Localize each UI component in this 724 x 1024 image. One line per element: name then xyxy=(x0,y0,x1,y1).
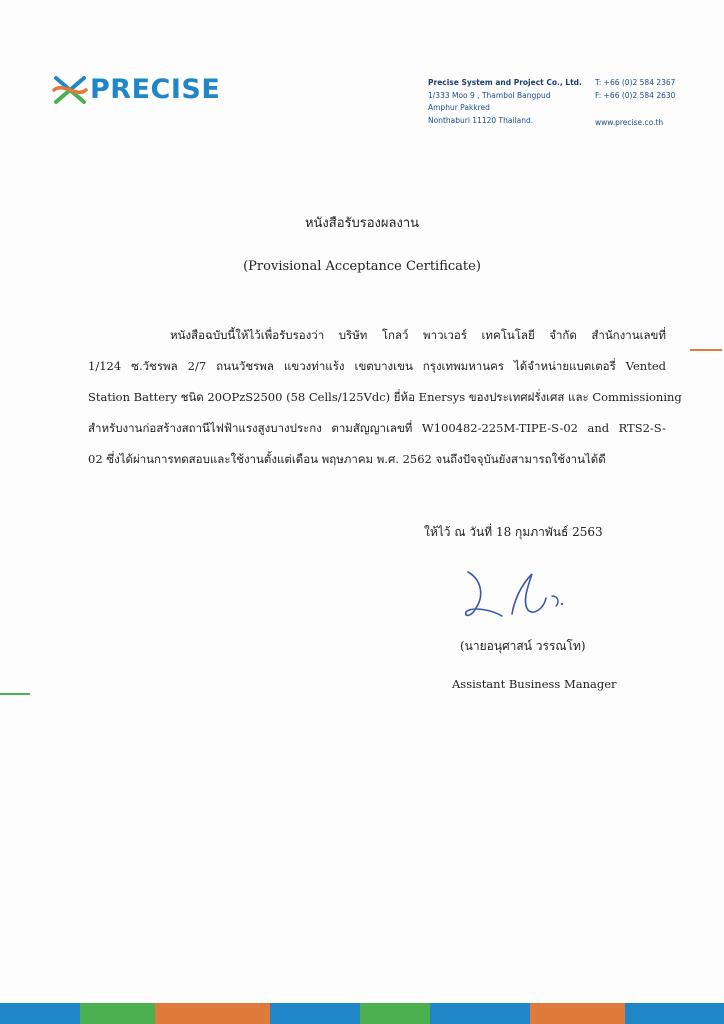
footer-segment xyxy=(360,1003,430,1024)
footer-segment xyxy=(0,1003,80,1024)
body-line: หนังสือฉบับนี้ให้ไว้เพื่อรับรองว่า บริษัท โกลว์ พาวเวอร์ เทคโนโลยี จำกัด สำนักงานเลขที่ xyxy=(170,328,666,342)
margin-mark-green xyxy=(0,693,30,695)
footer-segment xyxy=(270,1003,360,1024)
signer-name: (นายอนุศาสน์ วรรณโท) xyxy=(460,639,586,653)
footer-color-stripe xyxy=(0,1003,724,1024)
website-link[interactable]: www.precise.co.th xyxy=(595,118,664,127)
logo-wordmark: PRECISE xyxy=(90,74,221,105)
document-title-thai: หนังสือรับรองผลงาน xyxy=(304,216,420,231)
document-title-english: (Provisional Acceptance Certificate) xyxy=(243,259,481,274)
footer-segment xyxy=(625,1003,724,1024)
address-line-3: Nonthaburi 11120 Thailand. xyxy=(428,115,534,125)
issue-date: ให้ไว้ ณ วันที่ 18 กุมภาพันธ์ 2563 xyxy=(424,525,603,539)
company-address xyxy=(428,77,582,127)
body-line: 02 ซึ่งได้ผ่านการทดสอบและใช้งานตั้งแต่เดือน พฤษภาคม พ.ศ. 2562 จนถึงปัจจุบันยังสามารถใช้งานได้ดี xyxy=(88,452,606,466)
address-line-1: 1/333 Moo 9 , Thambol Bangpud xyxy=(428,90,551,100)
company-contact xyxy=(595,77,675,130)
signature-image xyxy=(462,566,572,622)
address-line-2: Amphur Pakkred xyxy=(428,103,490,112)
footer-segment xyxy=(430,1003,530,1024)
body-line: 1/124 ซ.วัชรพล 2/7 ถนนวัชรพล แขวงท่าแร้ง เขตบางเขน กรุงเทพมหานคร ได้จำหน่ายแบตเตอรี่ Vented xyxy=(88,359,666,373)
precise-logo xyxy=(52,72,220,108)
footer-segment xyxy=(155,1003,270,1024)
footer-segment xyxy=(530,1003,625,1024)
precise-logo-icon xyxy=(52,72,88,108)
company-name: Precise System and Project Co., Ltd. xyxy=(428,78,582,87)
certificate-body xyxy=(88,320,682,475)
footer-segment xyxy=(80,1003,155,1024)
fax-number: F: +66 (0)2 584 2630 xyxy=(595,90,676,100)
signer-title: Assistant Business Manager xyxy=(452,677,617,691)
margin-mark-orange xyxy=(690,349,722,351)
body-line: สำหรับงานก่อสร้างสถานีไฟฟ้าแรงสูงบางประกง ตามสัญญาเลขที่ W100482-225M-TIPE-S-02 and RTS2-S- xyxy=(88,421,666,435)
phone-number: T: +66 (0)2 584 2367 xyxy=(595,78,676,87)
body-line: Station Battery ชนิด 20OPzS2500 (58 Cells/125Vdc) ยี่ห้อ Enersys ของประเทศฝรั่งเศส และ Commissioning xyxy=(88,390,682,404)
